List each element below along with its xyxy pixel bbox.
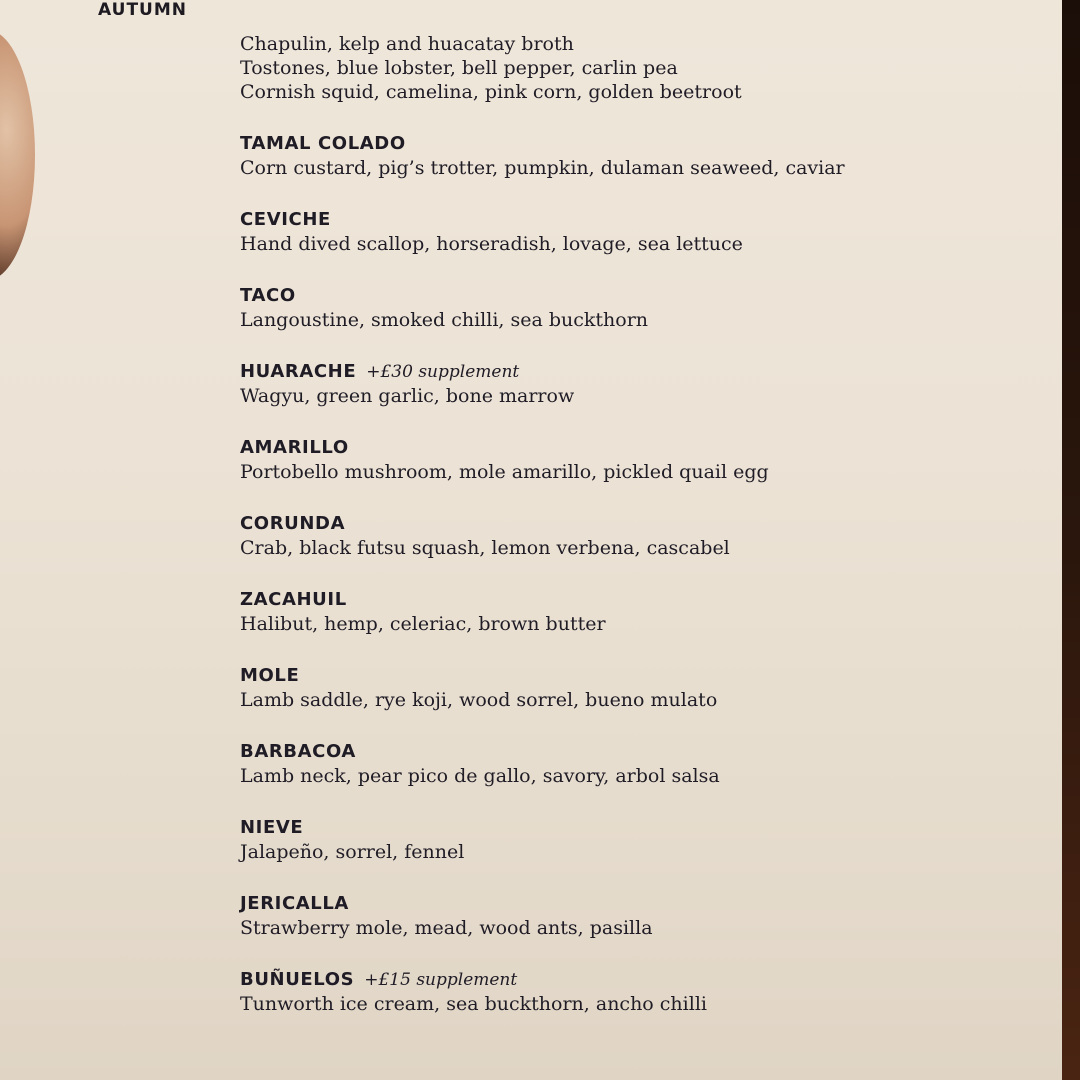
supplement-note: +£15 supplement: [364, 970, 518, 990]
course-desc: Wagyu, green garlic, bone marrow: [240, 385, 575, 407]
course-title: NIEVE: [240, 817, 304, 838]
course-desc: Strawberry mole, mead, wood ants, pasilla: [240, 917, 653, 939]
course-title: ZACAHUIL: [240, 589, 347, 610]
course-item: [240, 360, 1040, 408]
course-item: [240, 284, 1040, 332]
course-item: [240, 968, 1040, 1016]
intro-line: Tostones, blue lobster, bell pepper, carlin pea: [240, 57, 678, 79]
course-desc: Portobello mushroom, mole amarillo, pickled quail egg: [240, 461, 769, 483]
intro-line: Chapulin, kelp and huacatay broth: [240, 33, 574, 55]
course-title: BUÑUELOS +£15 supplement: [240, 969, 518, 990]
course-desc: Crab, black futsu squash, lemon verbena, cascabel: [240, 537, 730, 559]
course-title: HUARACHE +£30 supplement: [240, 361, 520, 382]
intro-line: Cornish squid, camelina, pink corn, golden beetroot: [240, 81, 742, 103]
course-item: [240, 588, 1040, 636]
course-desc: Lamb saddle, rye koji, wood sorrel, bueno mulato: [240, 689, 718, 711]
course-item: [240, 816, 1040, 864]
course-title: JERICALLA: [240, 893, 349, 914]
course-item: [240, 664, 1040, 712]
course-title: TACO: [240, 285, 296, 306]
course-desc: Tunworth ice cream, sea buckthorn, ancho chilli: [240, 993, 707, 1015]
course-title: AMARILLO: [240, 437, 349, 458]
course-title: CEVICHE: [240, 209, 331, 230]
course-item: [240, 436, 1040, 484]
course-item: [240, 892, 1040, 940]
course-title: CORUNDA: [240, 513, 346, 534]
course-item: [240, 132, 1040, 180]
background-edge: [1062, 0, 1080, 1080]
supplement-note: +£30 supplement: [366, 362, 520, 382]
course-item: [240, 512, 1040, 560]
season-heading: AUTUMN: [98, 0, 187, 20]
course-desc: Lamb neck, pear pico de gallo, savory, arbol salsa: [240, 765, 720, 787]
menu-list: [240, 32, 1040, 1016]
course-title: TAMAL COLADO: [240, 133, 406, 154]
course-desc: Halibut, hemp, celeriac, brown butter: [240, 613, 606, 635]
course-desc: Langoustine, smoked chilli, sea buckthorn: [240, 309, 649, 331]
course-desc: Corn custard, pig’s trotter, pumpkin, dulaman seaweed, caviar: [240, 157, 845, 179]
course-item: [240, 740, 1040, 788]
course-desc: Hand dived scallop, horseradish, lovage, sea lettuce: [240, 233, 743, 255]
course-title: MOLE: [240, 665, 300, 686]
course-title: BARBACOA: [240, 741, 356, 762]
intro-snacks: [240, 32, 1040, 104]
course-desc: Jalapeño, sorrel, fennel: [240, 841, 465, 863]
course-item: [240, 208, 1040, 256]
